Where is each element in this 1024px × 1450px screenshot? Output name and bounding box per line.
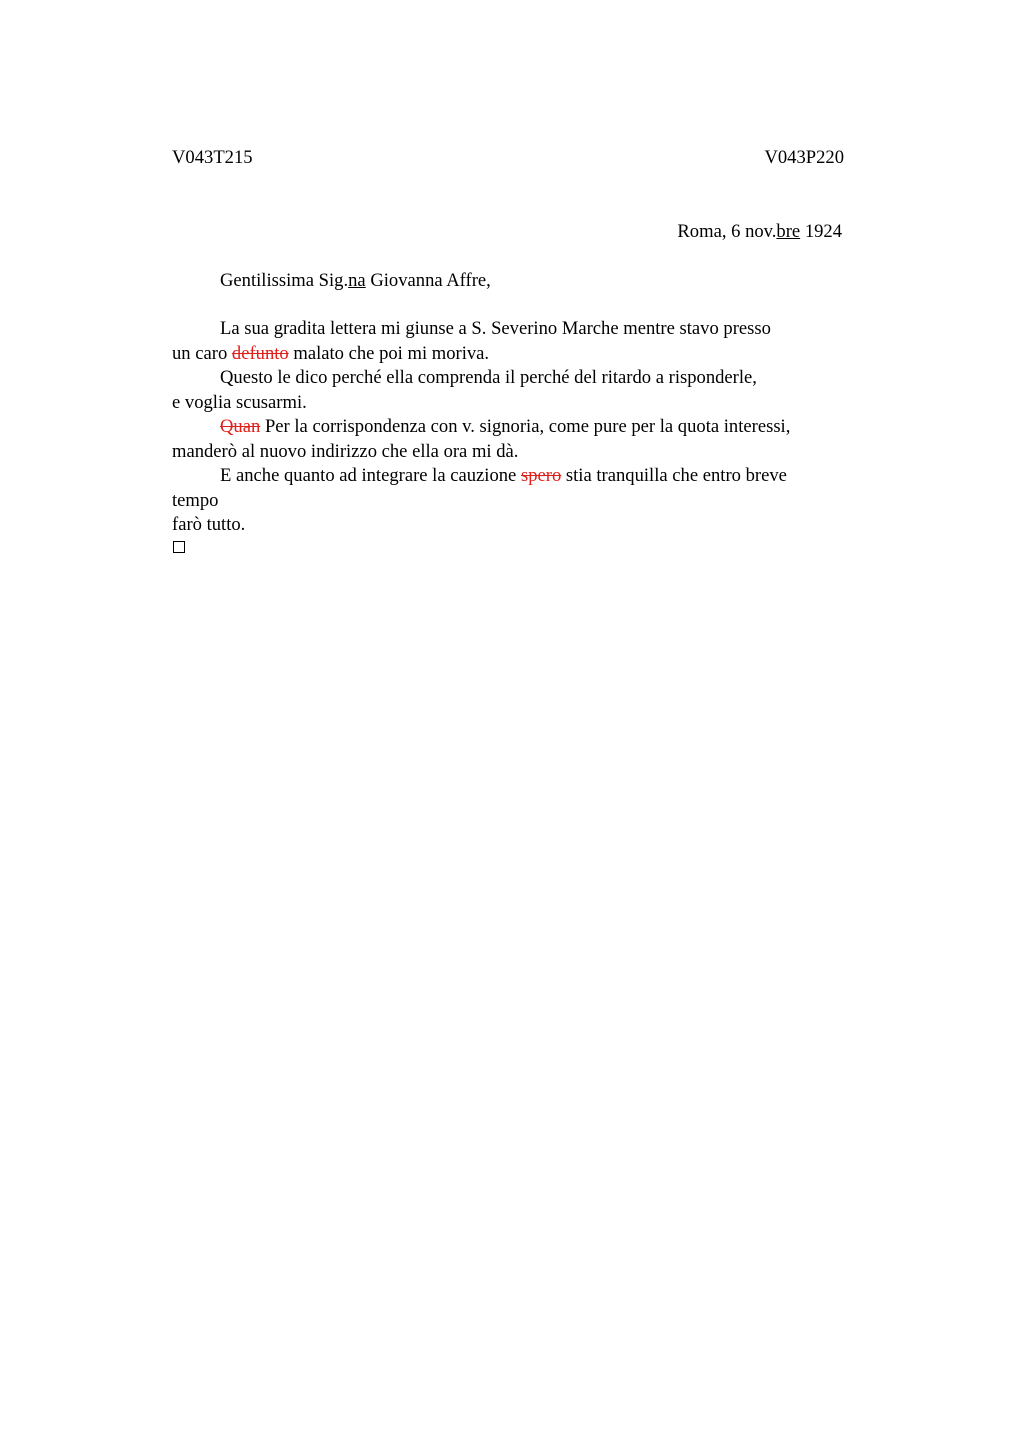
letter-date <box>677 220 842 244</box>
paragraph-4-line-2: tempo <box>172 490 219 511</box>
document-code-left: V043T215 <box>172 147 253 168</box>
date-abbrev-underlined: bre <box>776 221 801 242</box>
p1-line2-end: malato che poi mi moriva. <box>293 343 490 364</box>
p4-line1-end: stia tranquilla che entro breve <box>565 465 787 486</box>
deleted-word-quan: Quan <box>220 416 261 437</box>
salutation-name: Giovanna Affre, <box>370 270 491 291</box>
paragraph-1-line-1: La sua gradita lettera mi giunse a S. Severino Marche mentre stavo presso <box>220 318 771 339</box>
deleted-word-defunto: defunto <box>231 343 289 364</box>
letter-salutation <box>220 269 491 293</box>
p4-line1-start: E anche quanto ad integrare la cauzione <box>220 465 517 486</box>
paragraph-3-line-1 <box>220 415 790 439</box>
salutation-abbrev-underlined: na <box>348 270 366 291</box>
p1-line2-start: un caro <box>172 343 228 364</box>
date-prefix: Roma, 6 nov. <box>677 221 777 242</box>
paragraph-4-line-3: farò tutto. <box>172 514 246 535</box>
paragraph-2-line-1: Questo le dico perché ella comprenda il perché del ritardo a risponderle, <box>220 367 757 388</box>
paragraph-2-line-2: e voglia scusarmi. <box>172 392 307 413</box>
salutation-prefix: Gentilissima Sig. <box>220 270 349 291</box>
paragraph-3-line-2: manderò al nuovo indirizzo che ella ora mi dà. <box>172 441 519 462</box>
date-year: 1924 <box>804 221 842 242</box>
empty-box-icon <box>173 541 185 553</box>
paragraph-1-line-2 <box>172 342 489 366</box>
deleted-word-spero: spero <box>520 465 562 486</box>
paragraph-4-line-1 <box>220 464 787 488</box>
p3-line1-end: Per la corrispondenza con v. signoria, come pure per la quota interessi, <box>264 416 791 437</box>
document-code-right: V043P220 <box>764 147 844 168</box>
